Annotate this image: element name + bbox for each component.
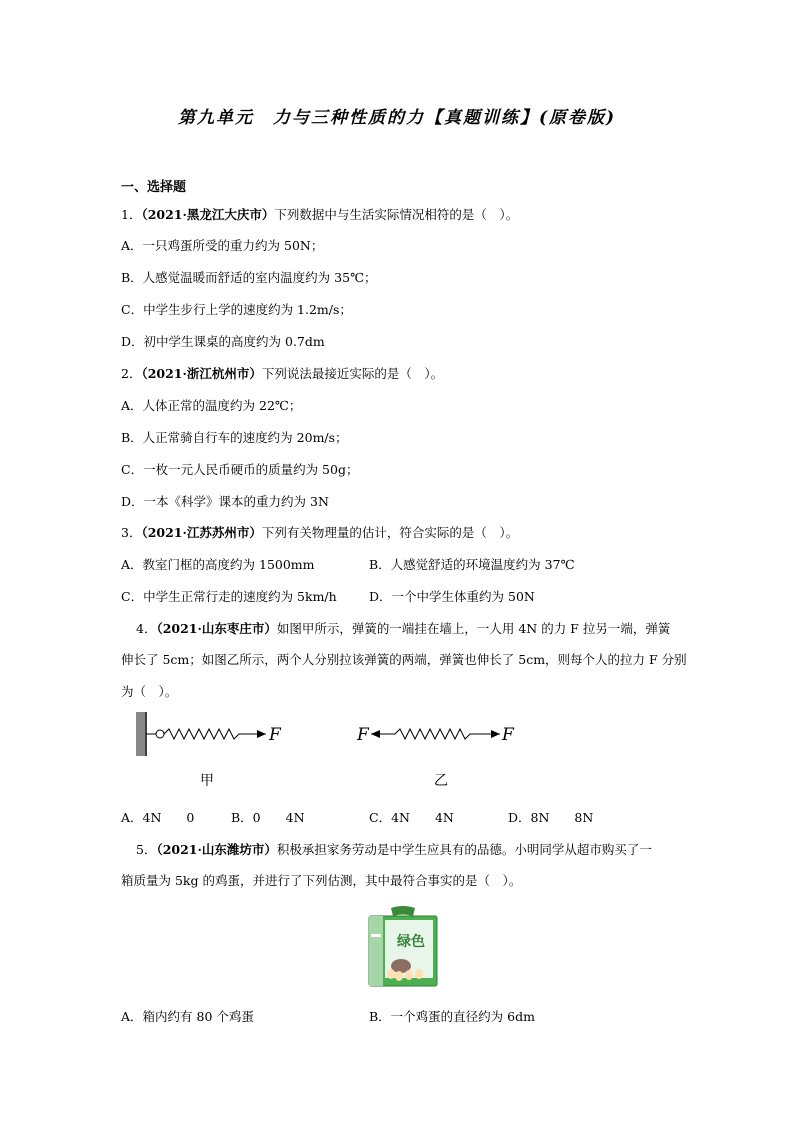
question-1-option-a: A．一只鸡蛋所受的重力约为 50N；	[121, 238, 324, 253]
question-3-source: （2021·江苏苏州市）	[141, 525, 262, 540]
question-1-option-d: D．初中学生课桌的高度约为 0.7dm	[121, 334, 325, 349]
spring-two-person-figure	[355, 720, 525, 750]
spring-coil	[164, 729, 266, 739]
force-arrow-head	[257, 730, 266, 738]
question-5-option-b: B．一个鸡蛋的直径约为 6dm	[369, 1009, 535, 1024]
question-4-source: （2021·山东枣庄市）	[156, 621, 277, 636]
question-5-source: （2021·山东潍坊市）	[156, 842, 277, 857]
spring-wall-figure	[136, 710, 296, 760]
question-2-option-c: C．一枚一元人民币硬币的质量约为 50g；	[121, 462, 359, 477]
question-1-option-c: C．中学生步行上学的速度约为 1.2m/s；	[121, 302, 352, 317]
question-4-option-c: C．4N 4N	[369, 810, 454, 825]
question-1-source: （2021·黑龙江大庆市）	[141, 207, 275, 222]
question-4-stem-line-3: 为（ ）。	[121, 684, 178, 699]
force-label-right: F	[502, 725, 514, 745]
hook-ring	[156, 730, 164, 738]
page-title: 第九单元 力与三种性质的力【真题训练】(原卷版)	[177, 108, 617, 128]
box-handle	[391, 906, 415, 916]
question-3-option-b: B．人感觉舒适的环境温度约为 37℃	[369, 557, 575, 572]
question-3-stem: 3．（2021·江苏苏州市）下列有关物理量的估计，符合实际的是（ ）。	[121, 525, 519, 540]
question-2-option-b: B．人正常骑自行车的速度约为 20m/s；	[121, 430, 348, 445]
box-text: 绿色	[397, 934, 425, 950]
question-4-option-d: D．8N 8N	[508, 810, 594, 825]
force-label: F	[269, 725, 281, 745]
section-heading: 一、选择题	[121, 180, 187, 195]
figure-caption-yi: 乙	[434, 773, 448, 789]
question-4-option-a: A．4N 0	[121, 810, 195, 825]
question-4-stem-line-2: 伸长了 5cm；如图乙所示，两个人分别拉该弹簧的两端，弹簧也伸长了 5cm，则每个人的拉力 F 分别	[121, 652, 687, 667]
force-arrow-head-right	[491, 730, 500, 738]
question-2-option-d: D．一本《科学》课本的重力约为 3N	[121, 494, 329, 509]
question-2-option-a: A．人体正常的温度约为 22℃；	[121, 398, 302, 413]
spring-coil-two	[371, 729, 500, 739]
question-4-option-b: B．0 4N	[231, 810, 305, 825]
figure-caption-jia: 甲	[200, 773, 214, 789]
egg-box-image	[367, 904, 439, 988]
question-3-option-a: A．教室门框的高度约为 1500mm	[121, 557, 315, 572]
question-5-option-a: A．箱内约有 80 个鸡蛋	[121, 1009, 254, 1024]
question-5-stem-line-2: 箱质量为 5kg 的鸡蛋，并进行了下列估测，其中最符合事实的是（ ）。	[121, 873, 522, 888]
question-3-option-c: C．中学生正常行走的速度约为 5km/h	[121, 589, 337, 604]
question-1-stem: 1．（2021·黑龙江大庆市）下列数据中与生活实际情况相符的是（ ）。	[121, 207, 519, 222]
question-4-stem-line-1: 4．（2021·山东枣庄市）如图甲所示，弹簧的一端挂在墙上，一人用 4N 的力 F 拉另一端，弹簧	[136, 621, 671, 636]
question-2-stem: 2．（2021·浙江杭州市）下列说法最接近实际的是（ ）。	[121, 366, 444, 381]
question-2-source: （2021·浙江杭州市）	[141, 366, 262, 381]
question-1-option-b: B．人感觉温暖而舒适的室内温度约为 35℃；	[121, 270, 377, 285]
question-5-stem-line-1: 5．（2021·山东潍坊市）积极承担家务劳动是中学生应具有的品德。小明同学从超市购买了一	[136, 842, 652, 857]
force-label-left: F	[357, 725, 369, 745]
question-3-option-d: D．一个中学生体重约为 50N	[369, 589, 535, 604]
wall-hatch	[136, 712, 145, 756]
